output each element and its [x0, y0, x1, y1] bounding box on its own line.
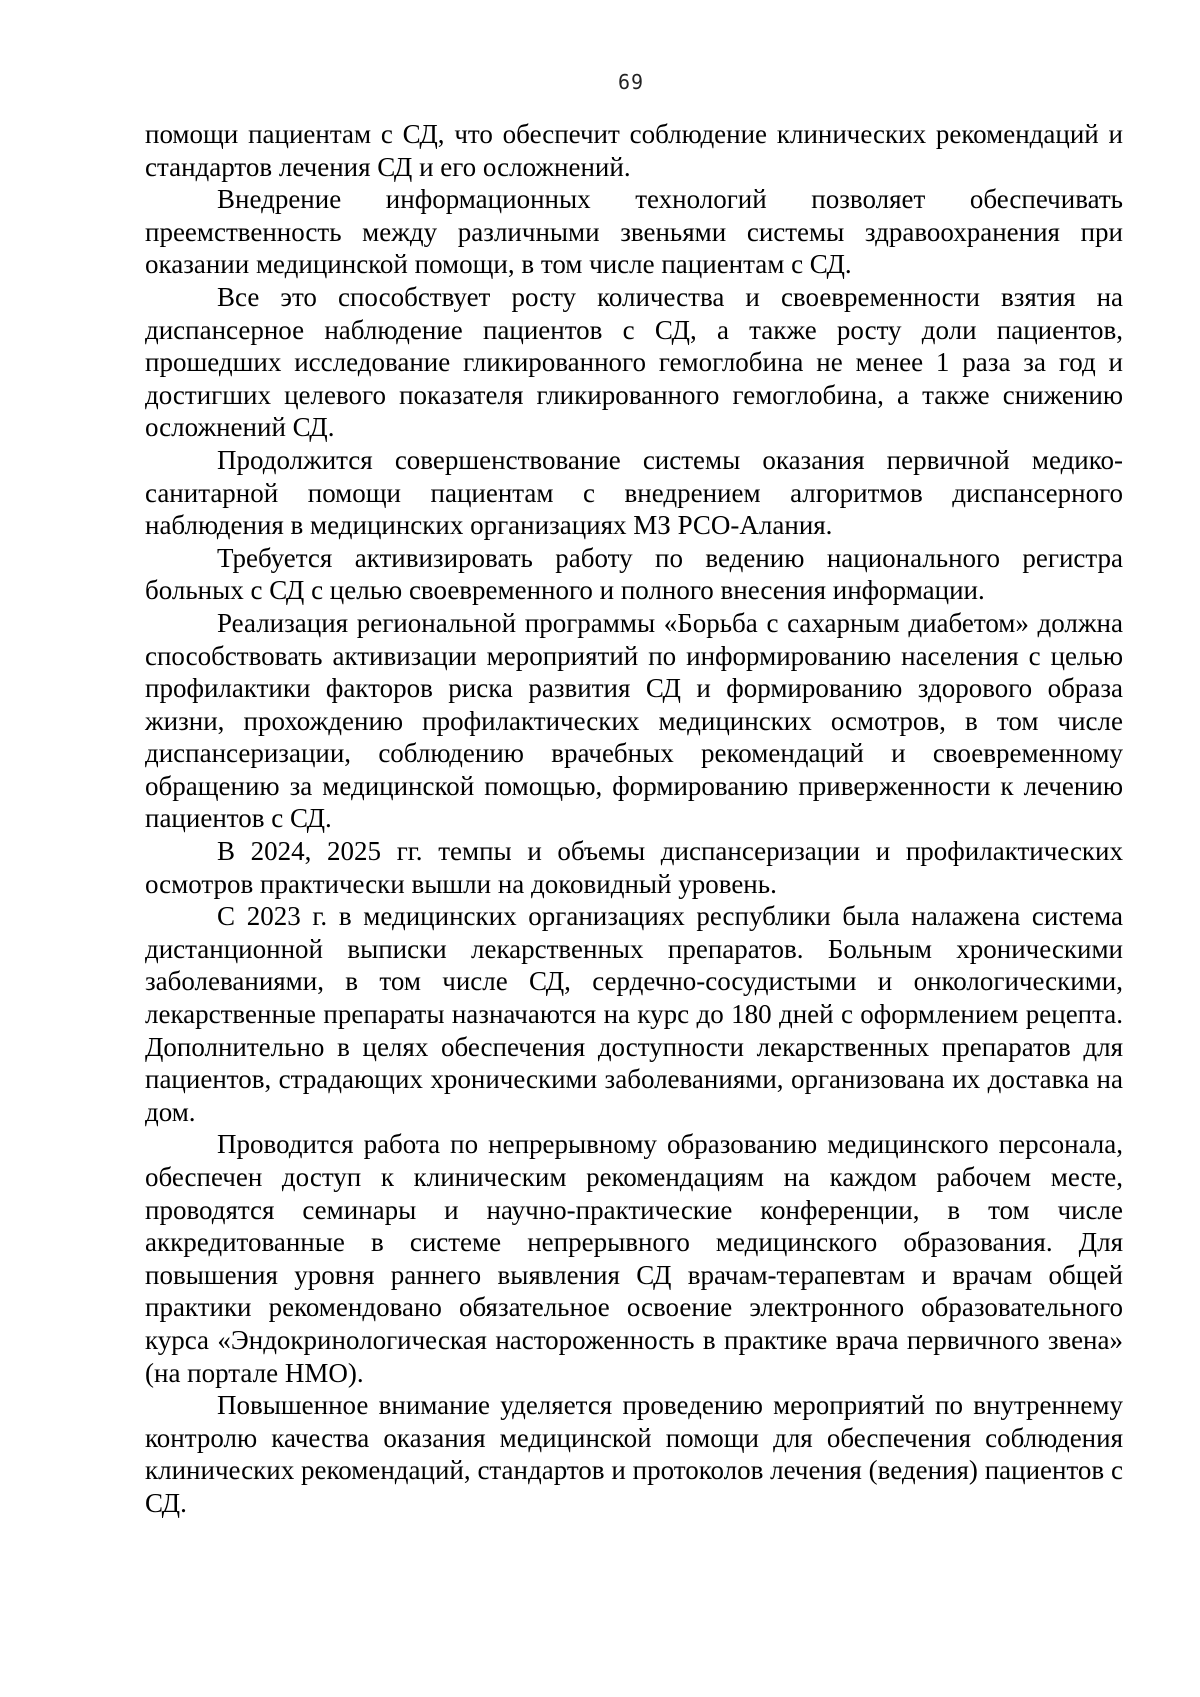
- document-body: [145, 118, 1123, 1520]
- paragraph-national-register: Требуется активизировать работу по ведению национального регистра больных с СД с целью своевременного и полного внесения информации.: [145, 542, 1123, 606]
- paragraph-primary-care-improvement: Продолжится совершенствование системы оказания первичной медико-санитарной помощи пациентам с внедрением алгоритмов диспансерного наблюдения в медицинских организациях МЗ РСО-Алания.: [145, 444, 1123, 541]
- paragraph-regional-program: Реализация региональной программы «Борьба с сахарным диабетом» должна способствовать активизации мероприятий по информированию населения с целью профилактики факторов риска развития СД и формированию здорового образа жизни, прохождению профилактических медицинских осмотров, в том числе диспансеризации, соблюдению врачебных рекомендаций и своевременному обращению за медицинской помощью, формированию приверженности к лечению пациентов с СД.: [145, 607, 1123, 834]
- page-number: 69: [617, 70, 645, 94]
- paragraph-information-technologies: Внедрение информационных технологий позволяет обеспечивать преемственность между различными звеньями системы здравоохранения при оказании медицинской помощи, в том числе пациентам с СД.: [145, 184, 1123, 280]
- paragraph-remote-prescriptions: С 2023 г. в медицинских организациях республики была налажена система дистанционной выписки лекарственных препаратов. Больным хроническими заболеваниями, в том числе СД, сердечно-сосудистыми и онкологическими, лекарственные препараты назначаются на курс до 180 дней с оформлением рецепта. Дополнительно в целях обеспечения доступности лекарственных препаратов для пациентов, страдающих хроническими заболеваниями, организована их доставка на дом.: [145, 901, 1123, 1127]
- paragraph-continuing-education: Проводится работа по непрерывному образованию медицинского персонала, обеспечен доступ к клиническим рекомендациям на каждом рабочем месте, проводятся семинары и научно-практические конференции, в том числе аккредитованные в системе непрерывного медицинского образования. Для повышения уровня раннего выявления СД врачам-терапевтам и врачам общей практики рекомендовано обязательное освоение электронного образовательного курса «Эндокринологическая настороженность в практике врача первичного звена» (на портале НМО).: [145, 1129, 1123, 1388]
- paragraph-quality-control: Повышенное внимание уделяется проведению мероприятий по внутреннему контролю качества оказания медицинской помощи для обеспечения соблюдения клинических рекомендаций, стандартов и протоколов лечения (ведения) пациентов с СД.: [145, 1390, 1123, 1518]
- paragraph-screening-levels: В 2024, 2025 гг. темпы и объемы диспансеризации и профилактических осмотров практически вышли на доковидный уровень.: [145, 836, 1123, 899]
- paragraph-dispensary-observation: Все это способствует росту количества и своевременности взятия на диспансерное наблюдение пациентов с СД, а также росту доли пациентов, прошедших исследование гликированного гемоглобина не менее 1 раза за год и достигших целевого показателя гликированного гемоглобина, а также снижению осложнений СД.: [145, 281, 1123, 443]
- paragraph-continuation: помощи пациентам с СД, что обеспечит соблюдение клинических рекомендаций и стандартов лечения СД и его осложнений.: [145, 119, 1123, 182]
